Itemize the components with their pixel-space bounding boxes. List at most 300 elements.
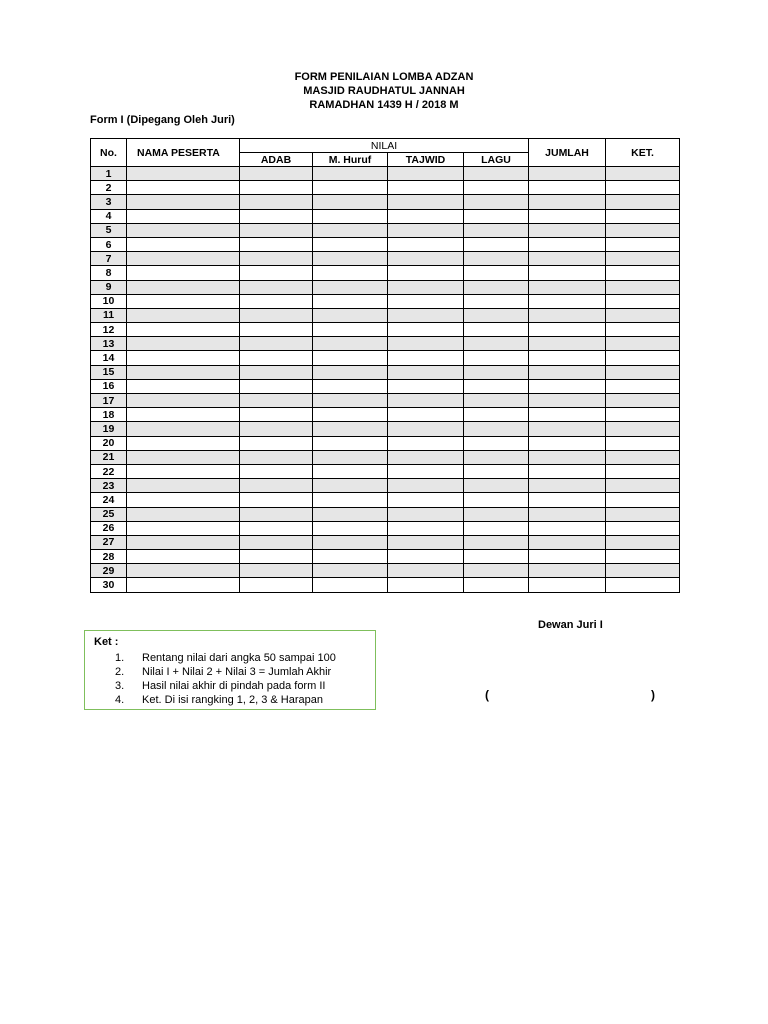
- ket-cell[interactable]: [606, 408, 680, 422]
- ket-cell[interactable]: [606, 167, 680, 181]
- huruf-cell[interactable]: [313, 464, 388, 478]
- huruf-cell[interactable]: [313, 237, 388, 251]
- tajwid-cell[interactable]: [388, 323, 464, 337]
- table-row: [91, 280, 680, 294]
- lagu-cell[interactable]: [464, 167, 529, 181]
- tajwid-cell[interactable]: [388, 379, 464, 393]
- jumlah-cell[interactable]: [529, 237, 606, 251]
- jumlah-cell[interactable]: [529, 195, 606, 209]
- jumlah-cell[interactable]: [529, 464, 606, 478]
- huruf-cell[interactable]: [313, 507, 388, 521]
- lagu-cell[interactable]: [464, 564, 529, 578]
- lagu-cell[interactable]: [464, 479, 529, 493]
- ket-cell[interactable]: [606, 450, 680, 464]
- ket-cell[interactable]: [606, 351, 680, 365]
- tajwid-cell[interactable]: [388, 195, 464, 209]
- name-cell[interactable]: [127, 564, 240, 578]
- lagu-cell[interactable]: [464, 507, 529, 521]
- jumlah-cell[interactable]: [529, 493, 606, 507]
- ket-item-number: 3.: [115, 680, 125, 692]
- ket-cell[interactable]: [606, 578, 680, 592]
- tajwid-cell[interactable]: [388, 521, 464, 535]
- header-lagu: LAGU: [464, 153, 529, 167]
- tajwid-cell[interactable]: [388, 550, 464, 564]
- adab-cell[interactable]: [240, 521, 313, 535]
- table-row: [91, 294, 680, 308]
- ket-item-text: Rentang nilai dari angka 50 sampai 100: [142, 652, 336, 664]
- jumlah-cell[interactable]: [529, 209, 606, 223]
- ket-item-number: 1.: [115, 652, 125, 664]
- tajwid-cell[interactable]: [388, 266, 464, 280]
- table-row: [91, 237, 680, 251]
- name-cell[interactable]: [127, 167, 240, 181]
- ket-item-text: Ket. Di isi rangking 1, 2, 3 & Harapan: [142, 694, 323, 706]
- table-row: [91, 252, 680, 266]
- header-tajwid: TAJWID: [388, 153, 464, 167]
- tajwid-cell[interactable]: [388, 223, 464, 237]
- name-cell[interactable]: [127, 181, 240, 195]
- adab-cell[interactable]: [240, 564, 313, 578]
- adab-cell[interactable]: [240, 266, 313, 280]
- ket-cell[interactable]: [606, 181, 680, 195]
- huruf-cell[interactable]: [313, 209, 388, 223]
- row-number: 27: [91, 535, 127, 549]
- jumlah-cell[interactable]: [529, 507, 606, 521]
- lagu-cell[interactable]: [464, 365, 529, 379]
- adab-cell[interactable]: [240, 308, 313, 322]
- jumlah-cell[interactable]: [529, 365, 606, 379]
- name-cell[interactable]: [127, 209, 240, 223]
- row-number: 23: [91, 479, 127, 493]
- lagu-cell[interactable]: [464, 323, 529, 337]
- tajwid-cell[interactable]: [388, 280, 464, 294]
- huruf-cell[interactable]: [313, 408, 388, 422]
- huruf-cell[interactable]: [313, 323, 388, 337]
- tajwid-cell[interactable]: [388, 365, 464, 379]
- table-row: [91, 408, 680, 422]
- tajwid-cell[interactable]: [388, 167, 464, 181]
- row-number: 25: [91, 507, 127, 521]
- header-name: NAMA PESERTA: [127, 139, 240, 167]
- name-cell[interactable]: [127, 365, 240, 379]
- tajwid-cell[interactable]: [388, 535, 464, 549]
- row-number: 9: [91, 280, 127, 294]
- huruf-cell[interactable]: [313, 493, 388, 507]
- table-row: [91, 436, 680, 450]
- adab-cell[interactable]: [240, 365, 313, 379]
- row-number: 26: [91, 521, 127, 535]
- huruf-cell[interactable]: [313, 280, 388, 294]
- row-number: 18: [91, 408, 127, 422]
- table-row: [91, 464, 680, 478]
- table-row: [91, 223, 680, 237]
- huruf-cell[interactable]: [313, 337, 388, 351]
- adab-cell[interactable]: [240, 167, 313, 181]
- ket-cell[interactable]: [606, 521, 680, 535]
- adab-cell[interactable]: [240, 223, 313, 237]
- header-jumlah: JUMLAH: [529, 139, 606, 167]
- header-no: No.: [91, 139, 127, 167]
- table-row: [91, 337, 680, 351]
- ket-title: Ket :: [94, 636, 119, 648]
- ket-item: [115, 651, 336, 665]
- table-row: [91, 564, 680, 578]
- name-cell[interactable]: [127, 280, 240, 294]
- heading-mosque: MASJID RAUDHATUL JANNAH: [303, 85, 465, 97]
- huruf-cell[interactable]: [313, 521, 388, 535]
- ket-cell[interactable]: [606, 266, 680, 280]
- ket-cell[interactable]: [606, 464, 680, 478]
- lagu-cell[interactable]: [464, 408, 529, 422]
- lagu-cell[interactable]: [464, 308, 529, 322]
- ket-cell[interactable]: [606, 308, 680, 322]
- jumlah-cell[interactable]: [529, 450, 606, 464]
- header-nilai: NILAI: [240, 139, 529, 153]
- name-cell[interactable]: [127, 337, 240, 351]
- lagu-cell[interactable]: [464, 436, 529, 450]
- jumlah-cell[interactable]: [529, 266, 606, 280]
- name-cell[interactable]: [127, 195, 240, 209]
- name-cell[interactable]: [127, 408, 240, 422]
- adab-cell[interactable]: [240, 351, 313, 365]
- ket-cell[interactable]: [606, 294, 680, 308]
- name-cell[interactable]: [127, 464, 240, 478]
- lagu-cell[interactable]: [464, 535, 529, 549]
- name-cell[interactable]: [127, 422, 240, 436]
- adab-cell[interactable]: [240, 323, 313, 337]
- lagu-cell[interactable]: [464, 550, 529, 564]
- ket-cell[interactable]: [606, 223, 680, 237]
- huruf-cell[interactable]: [313, 252, 388, 266]
- name-cell[interactable]: [127, 394, 240, 408]
- lagu-cell[interactable]: [464, 422, 529, 436]
- huruf-cell[interactable]: [313, 308, 388, 322]
- ket-cell[interactable]: [606, 280, 680, 294]
- signer-role: Dewan Juri I: [538, 619, 603, 631]
- lagu-cell[interactable]: [464, 209, 529, 223]
- huruf-cell[interactable]: [313, 294, 388, 308]
- row-number: 21: [91, 450, 127, 464]
- adab-cell[interactable]: [240, 493, 313, 507]
- signature-open-paren: (: [485, 688, 489, 702]
- name-cell[interactable]: [127, 308, 240, 322]
- lagu-cell[interactable]: [464, 578, 529, 592]
- row-number: 8: [91, 266, 127, 280]
- table-row: [91, 209, 680, 223]
- name-cell[interactable]: [127, 294, 240, 308]
- row-number: 15: [91, 365, 127, 379]
- ket-item: [115, 693, 323, 707]
- ket-cell[interactable]: [606, 337, 680, 351]
- adab-cell[interactable]: [240, 181, 313, 195]
- adab-cell[interactable]: [240, 209, 313, 223]
- adab-cell[interactable]: [240, 464, 313, 478]
- huruf-cell[interactable]: [313, 195, 388, 209]
- row-number: 11: [91, 308, 127, 322]
- tajwid-cell[interactable]: [388, 564, 464, 578]
- lagu-cell[interactable]: [464, 394, 529, 408]
- ket-cell[interactable]: [606, 379, 680, 393]
- tajwid-cell[interactable]: [388, 209, 464, 223]
- score-table: [90, 138, 680, 593]
- jumlah-cell[interactable]: [529, 479, 606, 493]
- adab-cell[interactable]: [240, 479, 313, 493]
- lagu-cell[interactable]: [464, 181, 529, 195]
- row-number: 7: [91, 252, 127, 266]
- tajwid-cell[interactable]: [388, 493, 464, 507]
- tajwid-cell[interactable]: [388, 436, 464, 450]
- name-cell[interactable]: [127, 493, 240, 507]
- jumlah-cell[interactable]: [529, 578, 606, 592]
- adab-cell[interactable]: [240, 237, 313, 251]
- huruf-cell[interactable]: [313, 266, 388, 280]
- name-cell[interactable]: [127, 237, 240, 251]
- lagu-cell[interactable]: [464, 237, 529, 251]
- huruf-cell[interactable]: [313, 535, 388, 549]
- row-number: 30: [91, 578, 127, 592]
- ket-cell[interactable]: [606, 195, 680, 209]
- adab-cell[interactable]: [240, 408, 313, 422]
- table-row: [91, 578, 680, 592]
- name-cell[interactable]: [127, 266, 240, 280]
- jumlah-cell[interactable]: [529, 436, 606, 450]
- adab-cell[interactable]: [240, 280, 313, 294]
- jumlah-cell[interactable]: [529, 252, 606, 266]
- tajwid-cell[interactable]: [388, 252, 464, 266]
- tajwid-cell[interactable]: [388, 337, 464, 351]
- ket-cell[interactable]: [606, 252, 680, 266]
- adab-cell[interactable]: [240, 550, 313, 564]
- table-row: [91, 550, 680, 564]
- row-number: 10: [91, 294, 127, 308]
- header-huruf: M. Huruf: [313, 153, 388, 167]
- jumlah-cell[interactable]: [529, 294, 606, 308]
- adab-cell[interactable]: [240, 507, 313, 521]
- ket-item-number: 2.: [115, 666, 125, 678]
- table-row: [91, 493, 680, 507]
- table-row: [91, 181, 680, 195]
- jumlah-cell[interactable]: [529, 308, 606, 322]
- form-heading: [0, 70, 768, 112]
- ket-cell[interactable]: [606, 209, 680, 223]
- ket-cell[interactable]: [606, 535, 680, 549]
- name-cell[interactable]: [127, 223, 240, 237]
- ket-cell[interactable]: [606, 436, 680, 450]
- tajwid-cell[interactable]: [388, 181, 464, 195]
- ket-cell[interactable]: [606, 394, 680, 408]
- tajwid-cell[interactable]: [388, 464, 464, 478]
- tajwid-cell[interactable]: [388, 294, 464, 308]
- table-row: [91, 308, 680, 322]
- row-number: 20: [91, 436, 127, 450]
- tajwid-cell[interactable]: [388, 394, 464, 408]
- table-row: [91, 422, 680, 436]
- huruf-cell[interactable]: [313, 564, 388, 578]
- huruf-cell[interactable]: [313, 550, 388, 564]
- huruf-cell[interactable]: [313, 450, 388, 464]
- table-row: [91, 195, 680, 209]
- row-number: 2: [91, 181, 127, 195]
- ket-cell[interactable]: [606, 365, 680, 379]
- row-number: 16: [91, 379, 127, 393]
- name-cell[interactable]: [127, 450, 240, 464]
- jumlah-cell[interactable]: [529, 323, 606, 337]
- lagu-cell[interactable]: [464, 294, 529, 308]
- header-adab: ADAB: [240, 153, 313, 167]
- huruf-cell[interactable]: [313, 365, 388, 379]
- jumlah-cell[interactable]: [529, 550, 606, 564]
- ket-item: [115, 679, 325, 693]
- ket-item-text: Hasil nilai akhir di pindah pada form II: [142, 680, 326, 692]
- tajwid-cell[interactable]: [388, 507, 464, 521]
- lagu-cell[interactable]: [464, 464, 529, 478]
- table-row: [91, 450, 680, 464]
- name-cell[interactable]: [127, 535, 240, 549]
- adab-cell[interactable]: [240, 422, 313, 436]
- huruf-cell[interactable]: [313, 223, 388, 237]
- name-cell[interactable]: [127, 379, 240, 393]
- signature-close-paren: ): [651, 688, 655, 702]
- table-row: [91, 323, 680, 337]
- adab-cell[interactable]: [240, 450, 313, 464]
- ket-item-text: Nilai I + Nilai 2 + Nilai 3 = Jumlah Akhir: [142, 666, 332, 678]
- jumlah-cell[interactable]: [529, 351, 606, 365]
- table-row: [91, 394, 680, 408]
- lagu-cell[interactable]: [464, 337, 529, 351]
- row-number: 17: [91, 394, 127, 408]
- jumlah-cell[interactable]: [529, 223, 606, 237]
- row-number: 3: [91, 195, 127, 209]
- huruf-cell[interactable]: [313, 479, 388, 493]
- adab-cell[interactable]: [240, 252, 313, 266]
- huruf-cell[interactable]: [313, 181, 388, 195]
- lagu-cell[interactable]: [464, 521, 529, 535]
- tajwid-cell[interactable]: [388, 578, 464, 592]
- name-cell[interactable]: [127, 252, 240, 266]
- jumlah-cell[interactable]: [529, 408, 606, 422]
- tajwid-cell[interactable]: [388, 408, 464, 422]
- table-row: [91, 167, 680, 181]
- lagu-cell[interactable]: [464, 266, 529, 280]
- huruf-cell[interactable]: [313, 436, 388, 450]
- adab-cell[interactable]: [240, 578, 313, 592]
- lagu-cell[interactable]: [464, 252, 529, 266]
- row-number: 4: [91, 209, 127, 223]
- ket-cell[interactable]: [606, 237, 680, 251]
- ket-cell[interactable]: [606, 479, 680, 493]
- table-row: [91, 535, 680, 549]
- name-cell[interactable]: [127, 521, 240, 535]
- heading-title: FORM PENILAIAN LOMBA ADZAN: [294, 71, 474, 83]
- adab-cell[interactable]: [240, 535, 313, 549]
- tajwid-cell[interactable]: [388, 450, 464, 464]
- form-label: Form I (Dipegang Oleh Juri): [90, 114, 235, 126]
- adab-cell[interactable]: [240, 394, 313, 408]
- name-cell[interactable]: [127, 323, 240, 337]
- jumlah-cell[interactable]: [529, 422, 606, 436]
- ket-box: [84, 630, 376, 710]
- ket-cell[interactable]: [606, 550, 680, 564]
- jumlah-cell[interactable]: [529, 167, 606, 181]
- table-row: [91, 379, 680, 393]
- lagu-cell[interactable]: [464, 223, 529, 237]
- adab-cell[interactable]: [240, 379, 313, 393]
- ket-cell[interactable]: [606, 493, 680, 507]
- tajwid-cell[interactable]: [388, 237, 464, 251]
- table-body: [91, 167, 680, 593]
- name-cell[interactable]: [127, 351, 240, 365]
- jumlah-cell[interactable]: [529, 394, 606, 408]
- jumlah-cell[interactable]: [529, 337, 606, 351]
- huruf-cell[interactable]: [313, 394, 388, 408]
- tajwid-cell[interactable]: [388, 351, 464, 365]
- table-row: [91, 507, 680, 521]
- table-row: [91, 351, 680, 365]
- row-number: 12: [91, 323, 127, 337]
- adab-cell[interactable]: [240, 195, 313, 209]
- huruf-cell[interactable]: [313, 351, 388, 365]
- lagu-cell[interactable]: [464, 493, 529, 507]
- lagu-cell[interactable]: [464, 280, 529, 294]
- huruf-cell[interactable]: [313, 422, 388, 436]
- table-row: [91, 479, 680, 493]
- jumlah-cell[interactable]: [529, 535, 606, 549]
- table-row: [91, 521, 680, 535]
- ket-cell[interactable]: [606, 507, 680, 521]
- heading-date: RAMADHAN 1439 H / 2018 M: [309, 99, 459, 111]
- tajwid-cell[interactable]: [388, 422, 464, 436]
- name-cell[interactable]: [127, 436, 240, 450]
- ket-item: [115, 665, 331, 679]
- jumlah-cell[interactable]: [529, 181, 606, 195]
- row-number: 24: [91, 493, 127, 507]
- table-row: [91, 266, 680, 280]
- lagu-cell[interactable]: [464, 351, 529, 365]
- huruf-cell[interactable]: [313, 167, 388, 181]
- huruf-cell[interactable]: [313, 379, 388, 393]
- header-ket: KET.: [606, 139, 680, 167]
- tajwid-cell[interactable]: [388, 308, 464, 322]
- name-cell[interactable]: [127, 507, 240, 521]
- ket-cell[interactable]: [606, 323, 680, 337]
- row-number: 19: [91, 422, 127, 436]
- name-cell[interactable]: [127, 479, 240, 493]
- jumlah-cell[interactable]: [529, 280, 606, 294]
- ket-cell[interactable]: [606, 564, 680, 578]
- lagu-cell[interactable]: [464, 379, 529, 393]
- ket-cell[interactable]: [606, 422, 680, 436]
- adab-cell[interactable]: [240, 436, 313, 450]
- jumlah-cell[interactable]: [529, 564, 606, 578]
- adab-cell[interactable]: [240, 294, 313, 308]
- row-number: 13: [91, 337, 127, 351]
- row-number: 14: [91, 351, 127, 365]
- name-cell[interactable]: [127, 578, 240, 592]
- tajwid-cell[interactable]: [388, 479, 464, 493]
- name-cell[interactable]: [127, 550, 240, 564]
- lagu-cell[interactable]: [464, 450, 529, 464]
- table-row: [91, 365, 680, 379]
- jumlah-cell[interactable]: [529, 379, 606, 393]
- jumlah-cell[interactable]: [529, 521, 606, 535]
- row-number: 28: [91, 550, 127, 564]
- row-number: 22: [91, 464, 127, 478]
- row-number: 29: [91, 564, 127, 578]
- huruf-cell[interactable]: [313, 578, 388, 592]
- lagu-cell[interactable]: [464, 195, 529, 209]
- row-number: 1: [91, 167, 127, 181]
- adab-cell[interactable]: [240, 337, 313, 351]
